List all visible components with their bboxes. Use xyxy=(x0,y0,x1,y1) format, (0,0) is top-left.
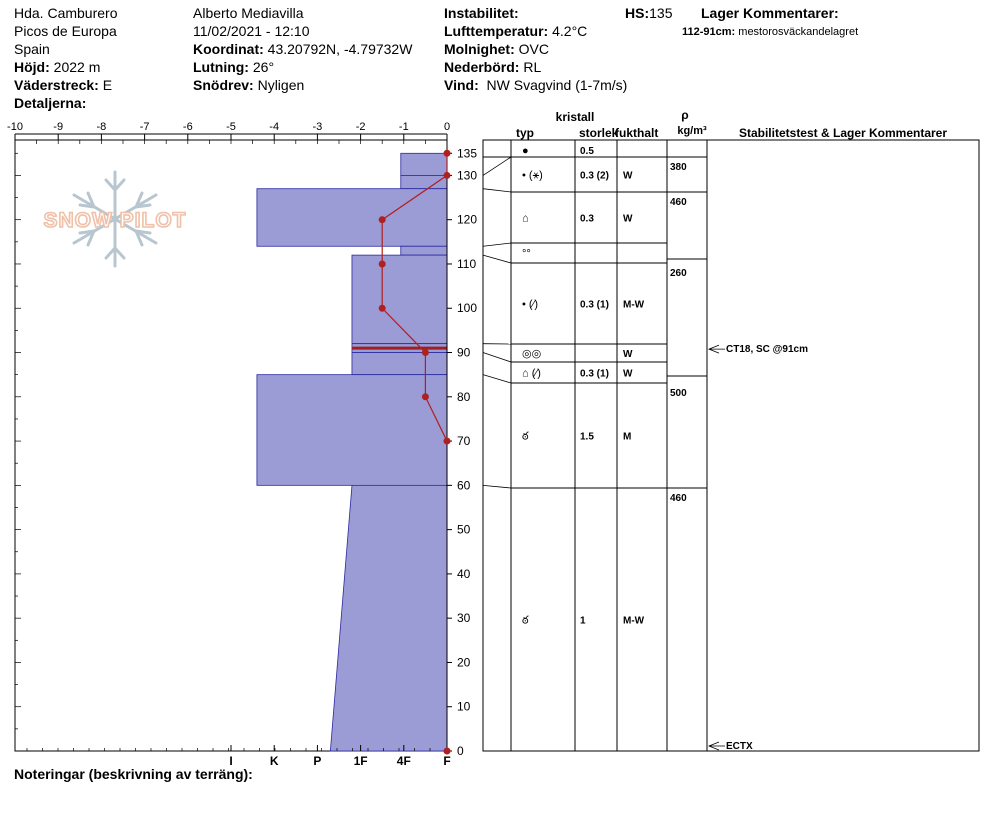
height-tick-label: 135 xyxy=(457,146,478,161)
layer-connector xyxy=(483,189,511,192)
datetime: 11/02/2021 - 12:10 xyxy=(193,23,310,39)
layer-connector xyxy=(483,157,511,175)
height-tick-label: 50 xyxy=(457,522,471,537)
height-tick-label: 120 xyxy=(457,212,478,227)
hardness-tick-label: P xyxy=(313,754,322,768)
table-frame xyxy=(483,140,979,751)
elevation-value: 2022 m xyxy=(53,59,101,75)
temp-tick-label: -6 xyxy=(182,121,193,133)
country: Spain xyxy=(14,41,50,57)
crystal-size: 1 xyxy=(580,615,586,627)
crystal-size: 0.5 xyxy=(580,146,594,157)
density-value: 500 xyxy=(670,388,687,399)
crystal-size: 0.3 (1) xyxy=(580,299,609,311)
aspect-value: E xyxy=(102,77,113,93)
hardness-bar xyxy=(401,153,447,175)
temp-tick-label: -9 xyxy=(53,121,64,133)
height-tick-label: 20 xyxy=(457,655,471,670)
header-density-unit: kg/m³ xyxy=(677,125,707,137)
layer-connector xyxy=(483,485,511,488)
observer: Alberto Mediavilla xyxy=(193,5,304,21)
density-value: 260 xyxy=(670,268,687,279)
moisture-value: W xyxy=(623,170,633,182)
layer-connector xyxy=(483,243,511,246)
temp-tick-label: -2 xyxy=(355,121,366,133)
slope-value: 26° xyxy=(252,59,275,75)
crystal-size: 0.3 (1) xyxy=(580,368,609,380)
height-tick-label: 0 xyxy=(457,744,464,758)
crystal-type-symbol: ⌂ xyxy=(522,212,529,225)
height-tick-label: 60 xyxy=(457,478,471,493)
hardness-bar xyxy=(352,255,447,344)
hardness-bar xyxy=(401,175,447,188)
moisture-value: W xyxy=(623,349,633,360)
hardness-tick-label: 4F xyxy=(396,754,411,768)
slope-label: Lutning: xyxy=(193,59,249,75)
height-tick-label: 90 xyxy=(457,345,471,360)
height-tick-label: 80 xyxy=(457,389,471,404)
height-tick-label: 100 xyxy=(457,301,478,316)
coord-value: 43.20792N, -4.79732W xyxy=(267,41,413,57)
layer-comment-text: mestorosväckandelagret xyxy=(738,26,859,38)
temp-tick-label: -3 xyxy=(312,121,323,133)
wind-label: Vind: xyxy=(444,77,479,93)
moisture-value: W xyxy=(623,368,633,380)
temp-tick-label: -5 xyxy=(226,121,236,133)
temperature-point xyxy=(422,349,429,356)
precip-label: Nederbörd: xyxy=(444,59,520,75)
layer-connector xyxy=(483,375,511,383)
elevation-label: Höjd: xyxy=(14,59,50,75)
density-value: 460 xyxy=(670,197,687,208)
height-tick-label: 30 xyxy=(457,611,471,626)
temp-tick-label: -10 xyxy=(7,121,23,133)
logo-text: SNOW PILOT xyxy=(43,209,187,232)
hardness-bar xyxy=(401,246,447,255)
density-value: 460 xyxy=(670,493,687,504)
temperature-point xyxy=(379,305,386,312)
temp-tick-label: 0 xyxy=(443,121,451,133)
moisture-value: M xyxy=(623,431,632,443)
header-rho: ρ xyxy=(681,108,689,122)
airtemp-value: 4.2°C xyxy=(552,23,588,39)
crystal-size: 0.3 (2) xyxy=(580,170,609,182)
hardness-bar xyxy=(257,375,447,486)
hardness-bar xyxy=(330,485,447,751)
stability-test-arrow xyxy=(709,345,725,353)
location: Hda. Camburero xyxy=(14,5,118,21)
temperature-point xyxy=(444,172,451,179)
precip-value: RL xyxy=(523,59,542,75)
aspect-label: Väderstreck: xyxy=(14,77,99,93)
drift-value: Nyligen xyxy=(257,77,305,93)
height-tick-label: 10 xyxy=(457,699,471,714)
sky-value: OVC xyxy=(518,41,549,57)
layer-connector xyxy=(483,353,511,362)
header-type: typ xyxy=(516,126,534,140)
crystal-type-symbol: ఠ xyxy=(522,430,529,443)
temperature-point xyxy=(444,150,451,157)
temp-tick-label: -1 xyxy=(398,121,409,133)
crystal-type-symbol: ⌂ (⁄) xyxy=(522,367,541,380)
header-moisture: fukthalt xyxy=(615,126,659,140)
surface-temperature-point xyxy=(444,748,451,755)
snowpilot-logo xyxy=(44,172,187,266)
temperature-point xyxy=(379,260,386,267)
hs-label: HS: xyxy=(625,5,650,21)
layer-comments-label: Lager Kommentarer: xyxy=(701,5,839,21)
height-tick-label: 130 xyxy=(457,168,478,183)
stability-test-arrow xyxy=(709,742,725,750)
hardness-tick-label: 1F xyxy=(353,754,368,768)
moisture-value: M-W xyxy=(623,615,645,627)
layer-comment-range: 112-91cm: xyxy=(682,26,736,38)
height-tick-label: 40 xyxy=(457,566,471,581)
hs-value: 135 xyxy=(649,5,673,21)
crystal-size: 0.3 xyxy=(580,213,594,225)
airtemp-label: Lufttemperatur: xyxy=(444,23,549,39)
details-label: Detaljerna: xyxy=(14,95,87,111)
hardness-tick-label: F xyxy=(443,754,451,768)
density-value: 380 xyxy=(670,162,687,173)
stability-test-label: CT18, SC @91cm xyxy=(726,344,809,356)
hardness-bar xyxy=(257,189,447,247)
hardness-tick-label: I xyxy=(229,754,233,768)
drift-label: Snödrev: xyxy=(193,77,254,93)
layer-connector xyxy=(483,255,511,263)
crystal-type-symbol: ● xyxy=(522,145,529,157)
temperature-point xyxy=(444,438,451,445)
temp-tick-label: -8 xyxy=(96,121,107,133)
region: Picos de Europa xyxy=(14,23,117,39)
moisture-value: M-W xyxy=(623,299,645,311)
hardness-tick-label: K xyxy=(269,754,279,768)
header-stability: Stabilitetstest & Lager Kommentarer xyxy=(738,126,948,140)
header-size: storlek xyxy=(579,126,619,140)
wind-value: NW Svagvind (1-7m/s) xyxy=(486,77,628,93)
crystal-type-symbol: ◎◎ xyxy=(522,348,542,360)
crystal-type-symbol: • (⚹) xyxy=(522,169,543,182)
crystal-type-symbol: ఠ xyxy=(522,614,529,627)
terrain-notes-label: Noteringar (beskrivning av terräng): xyxy=(14,766,253,782)
temperature-point xyxy=(379,216,386,223)
coord-label: Koordinat: xyxy=(193,41,264,57)
stability-test-label: ECTX xyxy=(726,741,753,752)
temp-tick-label: -7 xyxy=(139,121,150,133)
header-crystal: kristall xyxy=(555,110,595,124)
sky-label: Molnighet: xyxy=(444,41,515,57)
height-tick-label: 70 xyxy=(457,434,471,449)
instability-label: Instabilitet: xyxy=(444,5,519,21)
moisture-value: W xyxy=(623,213,633,225)
temp-tick-label: -4 xyxy=(269,121,280,133)
crystal-size: 1.5 xyxy=(580,431,594,443)
temperature-point xyxy=(422,393,429,400)
height-tick-label: 110 xyxy=(457,256,477,271)
hardness-bar xyxy=(352,353,447,375)
crystal-type-symbol: °° xyxy=(522,248,531,260)
crystal-type-symbol: • (⁄) xyxy=(522,298,539,311)
